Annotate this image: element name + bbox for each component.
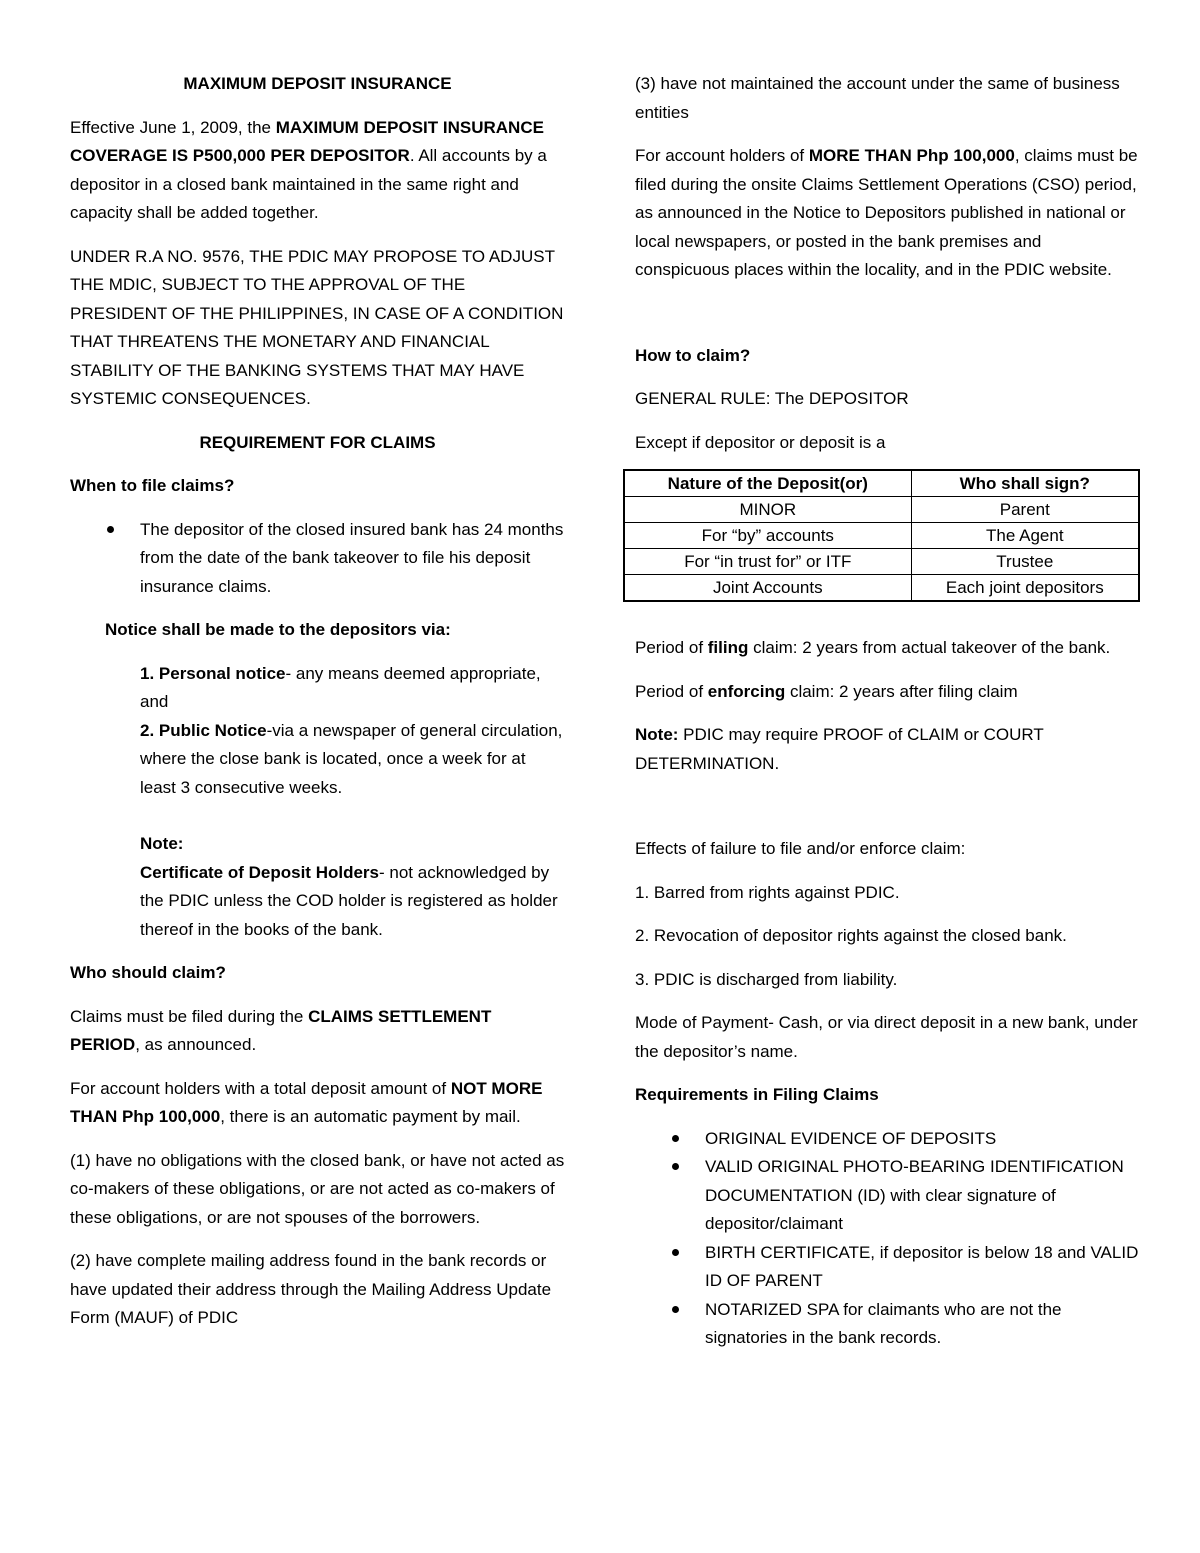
signatory-table [623,469,1140,602]
list-item: ORIGINAL EVIDENCE OF DEPOSITS [705,1125,1140,1154]
table-cell: For “by” accounts [624,523,911,549]
left-column [70,70,565,1348]
coverage-paragraph: Effective June 1, 2009, the MAXIMUM DEPOSIT INSURANCE COVERAGE IS P500,000 PER DEPOSITOR. All accounts by a depositor in a closed bank maintained in the same right and capacity shall be added together. [70,117,547,222]
table-row [624,523,1139,549]
filing-period: Period of filing claim: 2 years from actual takeover of the bank. [635,638,1111,657]
who-should-claim-heading: Who should claim? [70,963,226,982]
when-to-file-heading: When to file claims? [70,476,235,495]
effects-heading: Effects of failure to file and/or enforce claim: [635,839,966,858]
note-label: Note: [140,834,184,853]
table-cell: Each joint depositors [911,575,1139,602]
table-header-cell: Nature of the Deposit(or) [624,470,911,497]
table-header-cell: Who shall sign? [911,470,1139,497]
table-cell: MINOR [624,497,911,523]
how-to-claim-heading: How to claim? [635,345,751,365]
table-cell: Trustee [911,549,1139,575]
requirements-list [635,1125,1140,1353]
notice-heading: Notice shall be made to the depositors via: [105,620,451,639]
table-cell: The Agent [911,523,1139,549]
table-row [624,575,1139,602]
except-line: Except if depositor or deposit is a [635,432,886,452]
right-column [635,70,1140,1368]
table-cell: Parent [911,497,1139,523]
requirements-heading: REQUIREMENT FOR CLAIMS [199,432,436,452]
table-row [624,549,1139,575]
pdic-note: Note: PDIC may require PROOF of CLAIM or COURT DETERMINATION. [635,725,1044,773]
when-to-file-list [70,516,565,602]
ra-9576-paragraph: UNDER R.A NO. 9576, THE PDIC MAY PROPOSE TO ADJUST THE MDIC, SUBJECT TO THE APPROVAL OF THE PRESIDENT OF THE PHILIPPINES, IN CASE OF A CONDITION THAT THREATENS THE MONETARY AND FINANCIAL STABILITY OF THE BANKING SYSTEMS THAT MAY HAVE SYSTEMIC CONSEQUENCES. [70,246,564,408]
notice-block [70,660,565,945]
requirements-filing-heading: Requirements in Filing Claims [635,1085,879,1104]
list-item: BIRTH CERTIFICATE, if depositor is below 18 and VALID ID OF PARENT [705,1239,1140,1296]
more-than-paragraph: For account holders of MORE THAN Php 100,000, claims must be filed during the onsite Claims Settlement Operations (CSO) period, as announced in the Notice to Depositors published in national or local newspapers, or posted in the bank premises and conspicuous places within the locality, and in the PDIC website. [635,146,1138,279]
effect-1: 1. Barred from rights against PDIC. [635,882,900,902]
personal-notice: 1. Personal notice- any means deemed appropriate, and [140,663,541,711]
effect-2: 2. Revocation of depositor rights against the closed bank. [635,926,1067,945]
table-header-row [624,470,1139,497]
list-item: The depositor of the closed insured bank has 24 months from the date of the bank takeover to file his deposit insurance claims. [140,516,565,602]
table-cell: For “in trust for” or ITF [624,549,911,575]
general-rule: GENERAL RULE: The DEPOSITOR [635,389,909,408]
condition-3: (3) have not maintained the account under the same of business entities [635,74,1120,122]
condition-1: (1) have no obligations with the closed bank, or have not acted as co-makers of these obligations, or are not acted as co-makers of these obligations, or are not spouses of the borrowers. [70,1150,565,1227]
list-item: NOTARIZED SPA for claimants who are not the signatories in the bank records. [705,1296,1140,1353]
table-cell: Joint Accounts [624,575,911,602]
doc-title: MAXIMUM DEPOSIT INSURANCE [183,74,452,93]
list-item: VALID ORIGINAL PHOTO-BEARING IDENTIFICATION DOCUMENTATION (ID) with clear signature of depositor/claimant [705,1153,1140,1239]
cod-note: Certificate of Deposit Holders- not acknowledged by the PDIC unless the COD holder is registered as holder thereof in the books of the bank. [140,862,558,939]
condition-2: (2) have complete mailing address found in the bank records or have updated their address through the Mailing Address Update Form (MAUF) of PDIC [70,1251,552,1327]
public-notice: 2. Public Notice-via a newspaper of general circulation, where the close bank is located, once a week for at least 3 consecutive weeks. [140,720,563,797]
table-row [624,497,1139,523]
effect-3: 3. PDIC is discharged from liability. [635,969,898,989]
enforcing-period: Period of enforcing claim: 2 years after filing claim [635,681,1018,701]
automatic-payment-paragraph: For account holders with a total deposit amount of NOT MORE THAN Php 100,000, there is an automatic payment by mail. [70,1078,543,1126]
mode-of-payment: Mode of Payment- Cash, or via direct deposit in a new bank, under the depositor’s name. [635,1013,1138,1061]
claims-period-paragraph: Claims must be filed during the CLAIMS SETTLEMENT PERIOD, as announced. [70,1006,492,1054]
